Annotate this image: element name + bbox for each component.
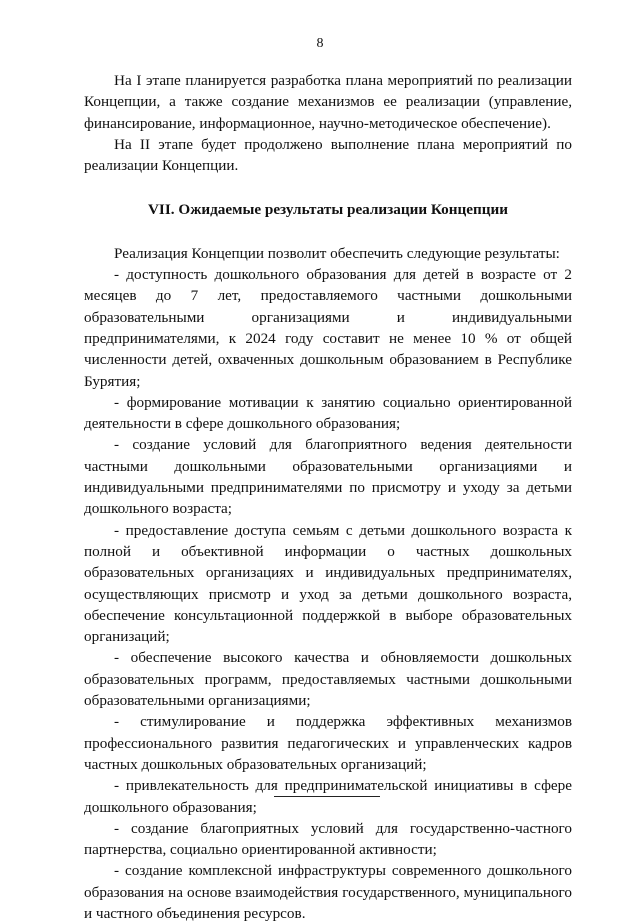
paragraph-stage-two: На II этапе будет продолжено выполнение плана мероприятий по реализации Концепции. xyxy=(84,135,572,175)
result-item: - создание комплексной инфраструктуры современного дошкольного образования на основе взаимодействия государственного, муниципального и частного объединения ресурсов. xyxy=(84,862,572,922)
result-item: - доступность дошкольного образования для детей в возрасте от 2 месяцев до 7 лет, предоставляемого частными дошкольными образовательными организациями и индивидуальными предпринимателями, к 2024 году составит не менее 10 % от общей численности детей, охваченных дошкольным образованием в Республике Бурятия; xyxy=(84,266,572,390)
page-number: 8 xyxy=(316,36,324,51)
results-intro: Реализация Концепции позволит обеспечить следующие результаты: xyxy=(114,244,560,262)
result-item: - формирование мотивации к занятию социально ориентированной деятельности в сфере дошкольного образования; xyxy=(84,393,572,433)
result-item: - создание условий для благоприятного ведения деятельности частными дошкольными образовательными организациями и индивидуальными предпринимателями по присмотру и уходу за детьми дошкольного возраста; xyxy=(84,436,572,518)
result-item: - обеспечение высокого качества и обновляемости дошкольных образовательных программ, предоставляемых частными дошкольными образовательными организациями; xyxy=(84,649,572,710)
paragraph-stage-one: На I этапе планируется разработка плана мероприятий по реализации Концепции, а также создание механизмов ее реализации (управление, финансирование, информационное, научно-методическое обеспечение). xyxy=(84,72,572,132)
end-divider xyxy=(274,796,380,797)
section-heading: VII. Ожидаемые результаты реализации Концепции xyxy=(147,201,509,219)
result-item: - стимулирование и поддержка эффективных механизмов профессионального развития педагогических и управленческих кадров частных дошкольных образовательных организаций; xyxy=(84,713,572,773)
result-item: - предоставление доступа семьям с детьми дошкольного возраста к полной и объективной информации о частных дошкольных образовательных организациях и индивидуальных предпринимателях, осуществляющих присмотр и уход за детьми дошкольного возраста, обеспечение консультационной поддержкой в выборе образовательных организаций; xyxy=(84,521,572,646)
result-item: - привлекательность для предпринимательской инициативы в сфере дошкольного образования; xyxy=(84,777,572,816)
result-item: - создание благоприятных условий для государственно-частного партнерства, социально ориентированной активности; xyxy=(84,819,572,859)
